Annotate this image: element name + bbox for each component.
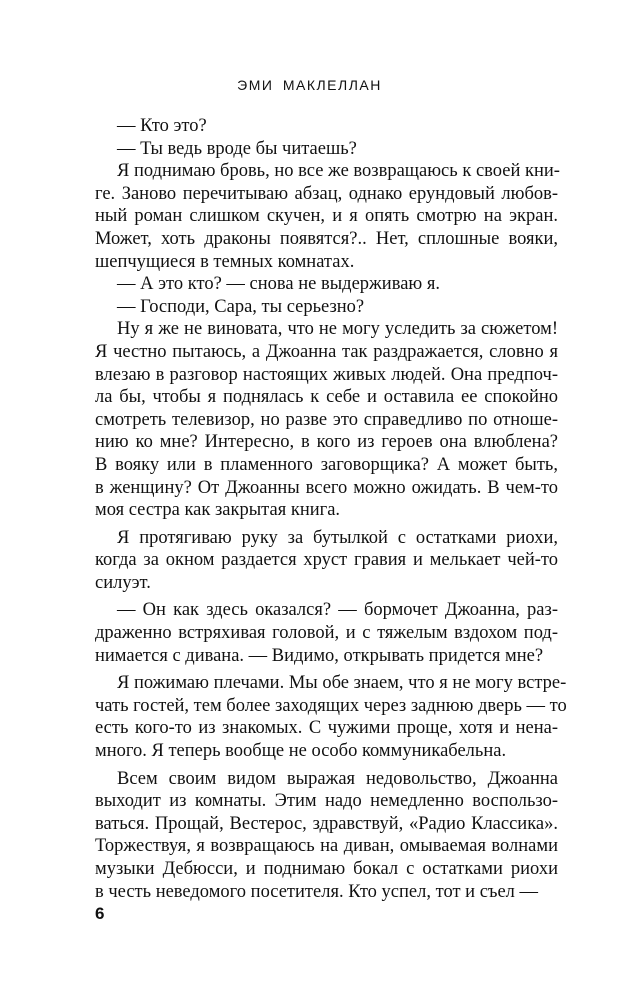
paragraph [95, 768, 558, 904]
text-line: драженно встряхивая головой, и с тяжелым вздохом под- [95, 623, 558, 644]
text-line: — Ты ведь вроде бы читаешь? [117, 138, 357, 159]
text-line: ге. Заново перечитываю абзац, однако ерундовый любов- [95, 183, 558, 204]
paragraph [95, 599, 558, 667]
text-line: силуэт. [95, 572, 151, 593]
text-line: много. Я теперь вообще не особо коммуникабельна. [95, 741, 507, 762]
text-line: нию ко мне? Интересно, в кого из героев она влюблена? [95, 432, 558, 453]
text-line: Я протягиваю руку за бутылкой с остатками риохи, [117, 527, 558, 548]
paragraph [95, 672, 567, 762]
text-line: — Кто это? [117, 116, 207, 136]
page-number: 6 [95, 904, 105, 923]
paragraph [95, 138, 558, 161]
text-line: чать гостей, тем более заходящих через заднюю дверь — то [95, 695, 567, 716]
text-line: когда за окном раздается хруст гравия и мелькает чей-то [95, 550, 558, 571]
text-line: Я поднимаю бровь, но все же возвращаюсь к своей кни- [117, 161, 560, 182]
text-line: нимается с дивана. — Видимо, открывать придется мне? [95, 645, 544, 666]
paragraph [95, 296, 558, 319]
text-line: — Господи, Сара, ты серьезно? [117, 296, 365, 317]
paragraph [95, 273, 558, 296]
text-line: есть кого-то из знакомых. С чужими проще, хотя и нена- [95, 718, 558, 739]
text-line: в женщину? От Джоанны всего можно ожидать. В чем-то [95, 477, 558, 498]
text-line: Торжествуя, я возвращаюсь на диван, омываемая волнами [95, 836, 558, 857]
paragraph [95, 527, 558, 595]
paragraph [95, 318, 558, 521]
text-line: Я честно пытаюсь, а Джоанна так раздражается, словно я [95, 341, 558, 362]
body-text [95, 115, 567, 903]
paragraph [95, 160, 558, 273]
text-line: Я пожимаю плечами. Мы обе знаем, что я не могу встре- [117, 673, 567, 694]
text-line: смотреть телевизор, но разве это справедливо по отноше- [95, 409, 558, 430]
text-line: музыки Дебюсси, и поднимаю бокал с остатками риохи [95, 859, 558, 879]
text-line: в честь неведомого посетителя. Кто успел, тот и съел — [95, 881, 539, 902]
text-line: влезаю в разговор настоящих живых людей. Она предпоч- [95, 364, 558, 385]
text-line: ный роман слишком скучен, и я опять смотрю на экран. [95, 206, 558, 227]
text-line: Всем своим видом выражая недовольство, Джоанна [117, 768, 558, 789]
running-header-author: ЭМИ МАКЛЕЛЛАН [237, 77, 382, 93]
text-line: шепчущиеся в темных комнатах. [95, 251, 355, 272]
text-line: моя сестра как закрытая книга. [95, 500, 341, 521]
text-line: Ну я же не виновата, что не могу уследить за сюжетом! [117, 319, 558, 340]
text-line: — Он как здесь оказался? — бормочет Джоанна, раз- [117, 600, 558, 621]
text-line: ла бы, чтобы я поднялась к себе и оставила ее спокойно [95, 387, 558, 408]
text-line: ваться. Прощай, Вестерос, здравствуй, «Радио Классика». [95, 813, 558, 834]
paragraph [95, 115, 558, 138]
text-line: Может, хоть драконы появятся?.. Нет, сплошные вояки, [95, 228, 558, 249]
text-line: выходит из комнаты. Этим надо немедленно воспользо- [95, 791, 558, 812]
text-line: — А это кто? — снова не выдерживаю я. [117, 274, 440, 295]
text-line: В вояку или в пламенного заговорщика? А может быть, [95, 454, 558, 475]
